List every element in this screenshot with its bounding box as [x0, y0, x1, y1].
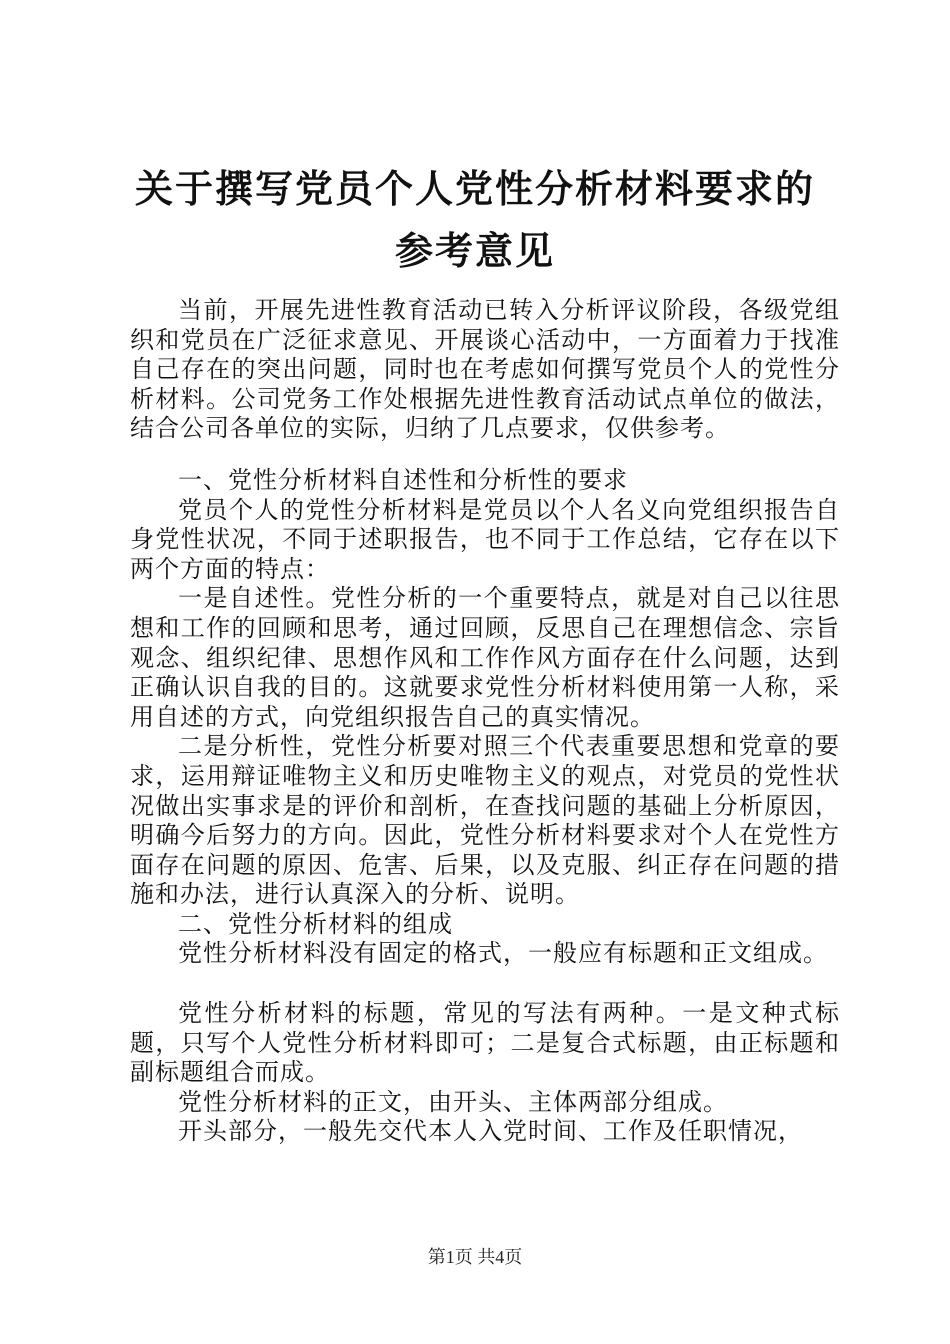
- body-paragraph: 党员个人的党性分析材料是党员以个人名义向党组织报告自身党性状况，不同于述职报告，也不同于工作总结，它存在以下两个方面的特点：: [130, 495, 840, 583]
- body-paragraph: 党性分析材料的正文，由开头、主体两部分组成。: [178, 1087, 728, 1116]
- body-paragraph: 党性分析材料没有固定的格式，一般应有标题和正文组成。: [178, 939, 828, 968]
- section-heading-1: 一、党性分析材料自述性和分析性的要求: [178, 465, 628, 494]
- intro-paragraph: 当前，开展先进性教育活动已转入分析评议阶段，各级党组织和党员在广泛征求意见、开展谈心活动中，一方面着力于找准自己存在的突出问题，同时也在考虑如何撰写党员个人的党性分析材料。公司党务工作处根据先进性教育活动试点单位的做法，结合公司各单位的实际，归纳了几点要求，仅供参考。: [130, 296, 840, 443]
- body-paragraph: 党性分析材料的标题，常见的写法有两种。一是文种式标题，只写个人党性分析材料即可；二是复合式标题，由正标题和副标题组合而成。: [130, 999, 840, 1087]
- body-paragraph: 一是自述性。党性分析的一个重要特点，就是对自己以往思想和工作的回顾和思考，通过回顾，反思自己在理想信念、宗旨观念、组织纪律、思想作风和工作作风方面存在什么问题，达到正确认识自我的目的。这就要求党性分析材料使用第一人称，采用自述的方式，向党组织报告自己的真实情况。: [130, 584, 840, 731]
- document-body: [130, 296, 840, 1147]
- document-title: 关于撰写党员个人党性分析材料要求的参考意见: [134, 166, 815, 273]
- body-paragraph: 二是分析性，党性分析要对照三个代表重要思想和党章的要求，运用辩证唯物主义和历史唯物主义的观点，对党员的党性状况做出实事求是的评价和剖析，在查找问题的基础上分析原因，明确今后努力的方向。因此，党性分析材料要求对个人在党性方面存在问题的原因、危害、后果，以及克服、纠正存在问题的措施和办法，进行认真深入的分析、说明。: [130, 732, 840, 909]
- body-paragraph: 开头部分，一般先交代本人入党时间、工作及任职情况，: [178, 1117, 803, 1146]
- section-heading-2: 二、党性分析材料的组成: [178, 909, 453, 938]
- page-footer: 第1页 共4页: [427, 1247, 523, 1267]
